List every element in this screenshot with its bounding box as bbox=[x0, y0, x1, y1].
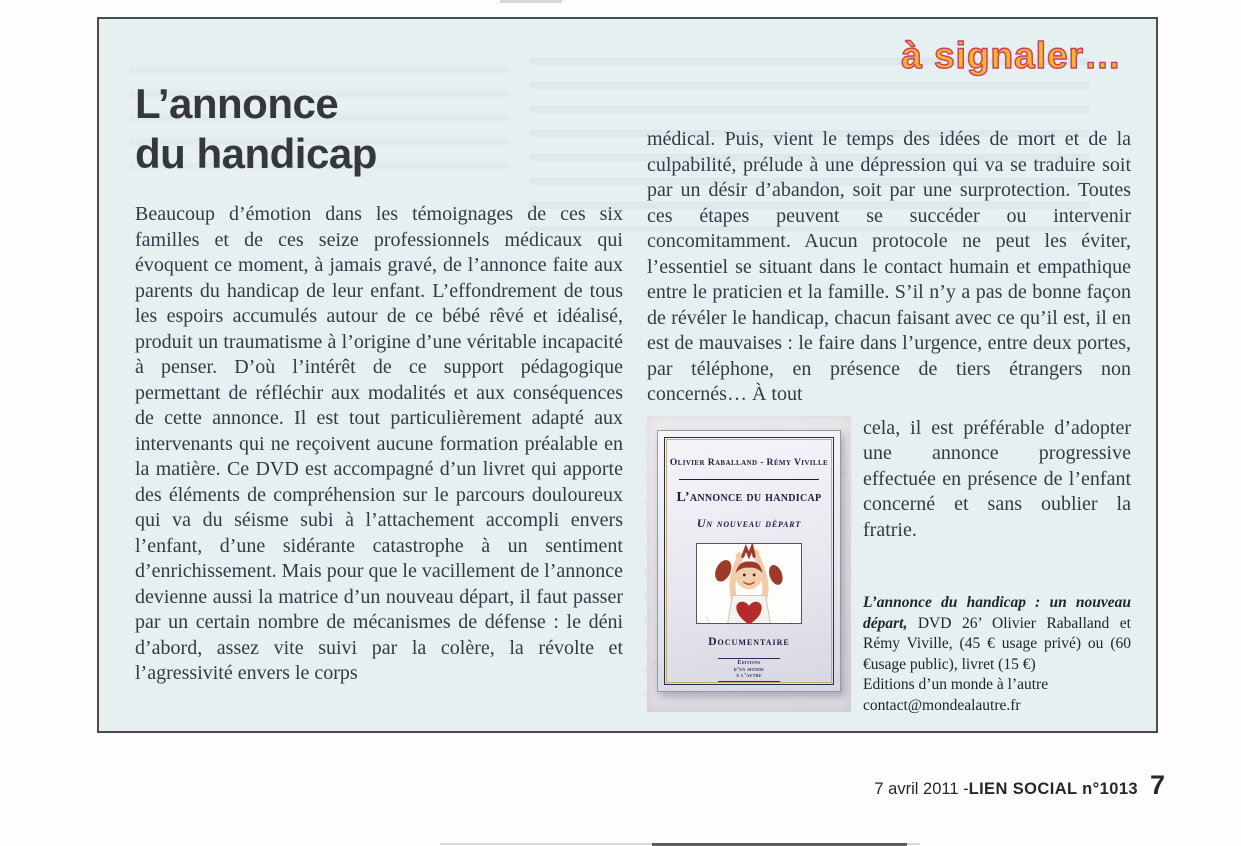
article-paragraph-right-top: médical. Puis, vient le temps des idées de mort et de la culpabilité, prélude à une dépression qui va se traduire soit par un désir d’abandon, soit par une surprotection. Toutes ces étapes peuvent se succéder ou intervenir concomitamment. Aucun protocole ne peut les éviter, l’essentiel se situant dans le contact humain et empathique entre le praticien et la famille. S’il n’y a pas de bonne façon de révéler le handicap, chacun faisant avec ce qu’il est, il en est de mauvaises : le faire dans l’urgence, entre deux portes, par téléphone, en présence de tiers étrangers non concernés… À tout bbox=[647, 128, 1131, 405]
dvd-cover-genre: Documentaire bbox=[708, 635, 790, 648]
caption-main bbox=[863, 593, 1131, 675]
article-column-right bbox=[647, 127, 1131, 716]
caption-details: DVD 26’ Olivier Raballand et Rémy Viville, (45 € usage privé) ou (60 €usage public), livret (15 €) bbox=[863, 614, 1131, 673]
article-paragraph-right-narrow: cela, il est préférable d’adopter une annonce progressive effectuée en présence de l’enfant concerné et sans oublier la fratrie. bbox=[863, 416, 1131, 541]
footer-page-number: 7 bbox=[1149, 770, 1165, 800]
footer-date: 7 avril 2011 - bbox=[874, 780, 969, 798]
caption-publisher: Editions d’un monde à l’autre bbox=[863, 676, 1049, 693]
dvd-cover-publisher-logo bbox=[718, 658, 780, 682]
dvd-cover-card bbox=[657, 430, 841, 692]
publisher-line3: à l’autre bbox=[736, 673, 762, 679]
caption-title: L’annonce du handicap : un nouveau départ, bbox=[863, 594, 1131, 632]
scan-artifact-top bbox=[500, 0, 562, 3]
dvd-cover-photo bbox=[647, 416, 851, 712]
dvd-caption bbox=[863, 593, 1131, 716]
publisher-line2: d’un monde bbox=[733, 666, 765, 673]
article-column-left bbox=[135, 202, 623, 687]
page-footer bbox=[874, 770, 1165, 801]
dvd-cover-rule bbox=[679, 479, 819, 480]
caption-email: contact@mondealautre.fr bbox=[863, 696, 1021, 714]
dvd-cover-subtitle: Un nouveau départ bbox=[696, 515, 802, 530]
publisher-line1: Éditions bbox=[737, 660, 761, 666]
dvd-cover-illustration bbox=[696, 543, 802, 624]
page-title-line1: L’annonce bbox=[135, 80, 339, 127]
dvd-cover-frame bbox=[664, 437, 834, 685]
page-title-line2: du handicap bbox=[135, 130, 377, 177]
footer-magazine: LIEN SOCIAL n°1013 bbox=[968, 780, 1138, 798]
page-title bbox=[135, 79, 377, 179]
figure-and-text-row bbox=[647, 416, 1131, 717]
dvd-cover-authors: Olivier Raballand - Rémy Viville bbox=[669, 457, 829, 468]
section-kicker: à signaler… bbox=[901, 35, 1122, 76]
dvd-cover-title: L’annonce du handicap bbox=[676, 490, 822, 505]
article-paragraph-left: Beaucoup d’émotion dans les témoignages de ces six familles et de ces seize professionnels médicaux qui évoquent ce moment, à jamais gravé, de l’annonce faite aux parents du handicap de leur enfant. L’effondrement de tous les espoirs accumulés autour de ce bébé rêvé et idéalisé, produit un traumatisme à l’origine d’une véritable incapacité à penser. D’où l’intérêt de ce support pédagogique permettant de réfléchir aux modalités et aux conséquences de cette annonce. Il est tout particulièrement adapté aux intervenants qui ne reçoivent aucune formation préalable en la matière. Ce DVD est accompagné d’un livret qui apporte des éléments de compréhension sur le parcours douloureux qui va du séisme subi à l’attachement accompli envers l’enfant, d’une sidérante catastrophe à un sentiment d’enrichissement. Mais pour que le vacillement de l’annonce devienne aussi la matrice d’un nouveau départ, il faut passer par un certain nombre de mécanismes de défense : le déni d’abord, assez vite suivi par la colère, la révolte et l’agressivité envers le corps bbox=[135, 203, 623, 684]
article-panel bbox=[97, 17, 1158, 733]
